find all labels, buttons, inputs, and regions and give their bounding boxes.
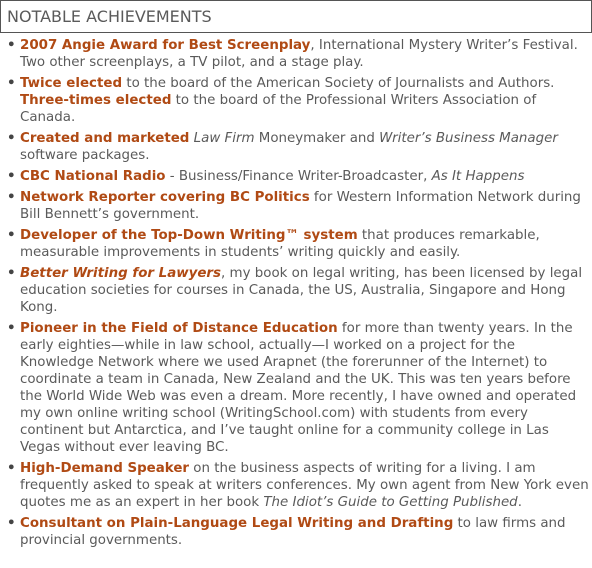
item-lead: CBC National Radio	[20, 169, 166, 184]
item-emphasis: As It Happens	[431, 169, 525, 184]
list-item	[0, 75, 592, 126]
list-item	[0, 460, 592, 511]
item-lead: Consultant on Plain-Language Legal Writing and Drafting	[20, 516, 454, 531]
item-text: on the business aspects of writing for a living. I am frequently asked to speak at writers conferences. My own agent from New York even quotes me as an expert in her book	[20, 461, 589, 510]
item-text: for Western Information Network during Bill Bennett’s government.	[20, 190, 581, 222]
item-text: , International Mystery Writer’s Festival. Two other screenplays, a TV pilot, and a stage play.	[20, 38, 578, 70]
item-lead: Twice elected	[20, 76, 123, 91]
list-item	[0, 515, 592, 549]
item-lead: 2007 Angie Award for Best Screenplay	[20, 38, 311, 53]
list-item	[0, 130, 592, 164]
list-item	[0, 320, 592, 456]
item-emphasis: Law Firm	[193, 131, 255, 146]
bullet-icon: •	[7, 266, 16, 281]
bullet-icon: •	[7, 169, 16, 184]
item-emphasis: Writer’s Business Manager	[379, 131, 558, 146]
bullet-icon: •	[7, 190, 16, 205]
section-header	[0, 0, 592, 33]
item-lead: Better Writing for Lawyers	[20, 266, 222, 281]
item-lead: High-Demand Speaker	[20, 461, 190, 476]
list-item	[0, 227, 592, 261]
item-lead: Developer of the Top-Down Writing™ system	[20, 228, 358, 243]
bullet-icon: •	[7, 131, 16, 146]
list-item	[0, 265, 592, 316]
bullet-icon: •	[7, 76, 16, 91]
item-text: software packages.	[20, 148, 150, 163]
item-text: , my book on legal writing, has been licensed by legal education societies for courses in Canada, the US, Australia, Singapore and Hong Kong.	[20, 266, 583, 315]
item-text: to the board of the American Society of Journalists and Authors.	[122, 76, 555, 91]
item-lead: Created and marketed	[20, 131, 190, 146]
achievements-list	[0, 37, 592, 549]
item-emphasis: The Idiot’s Guide to Getting Published	[263, 495, 518, 510]
item-text: Moneymaker and	[254, 131, 380, 146]
item-lead: Pioneer in the Field of Distance Education	[20, 321, 338, 336]
list-item	[0, 37, 592, 71]
bullet-icon: •	[7, 321, 16, 336]
bullet-icon: •	[7, 461, 16, 476]
item-text: .	[517, 495, 522, 510]
item-lead: Network Reporter covering BC Politics	[20, 190, 310, 205]
item-text: - Business/Finance Writer-Broadcaster,	[165, 169, 432, 184]
item-lead-secondary: Three-times elected	[20, 93, 172, 108]
bullet-icon: •	[7, 516, 16, 531]
item-text: for more than twenty years. In the early eighties—while in law school, actually—I worked on a project for the Knowledge Network where we used Arapnet (the forerunner of the Internet) to coordinate a team in Canada, New Zealand and the UK. This was ten years before the World Wide Web was even a dream. More recently, I have owned and operated my own online writing school (WritingSchool.com) with students from every continent but Antarctica, and I’ve taught online for a community college in Las Vegas without ever leaving BC.	[20, 321, 577, 455]
bullet-icon: •	[7, 228, 16, 243]
bullet-icon: •	[7, 38, 16, 53]
item-text-secondary: to the board of the Professional Writers Association of Canada.	[20, 93, 537, 125]
item-text: that produces remarkable, measurable improvements in students’ writing quickly and easily.	[20, 228, 540, 260]
section-title: NOTABLE ACHIEVEMENTS	[7, 7, 212, 26]
list-item	[0, 168, 592, 185]
list-item	[0, 189, 592, 223]
item-text: to law firms and provincial governments.	[20, 516, 566, 548]
